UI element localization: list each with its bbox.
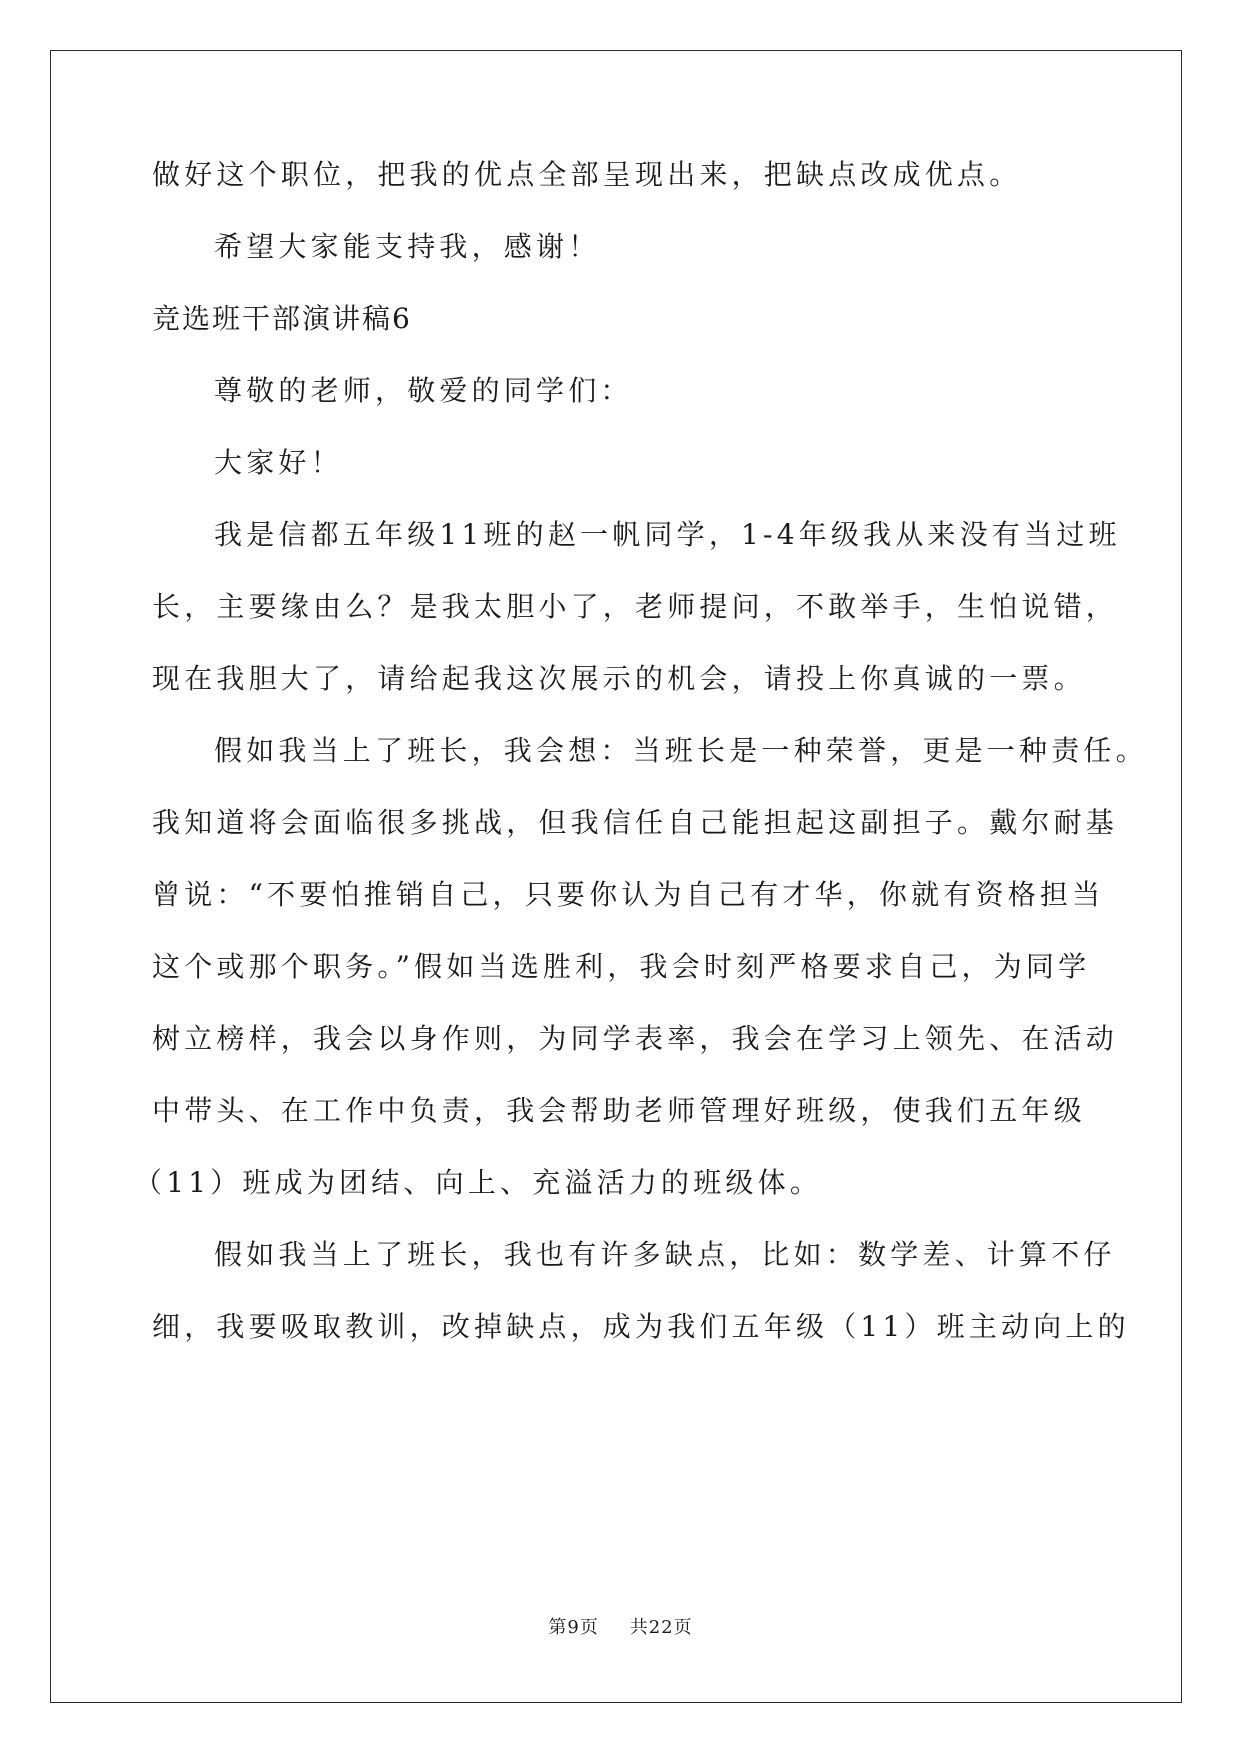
page-footer bbox=[0, 1616, 1241, 1640]
paragraph-line: 希望大家能支持我，感谢！ bbox=[214, 230, 601, 263]
greeting: 大家好！ bbox=[214, 446, 343, 479]
paragraph-line: 长，主要缘由么？是我太胆小了，老师提问，不敢举手，生怕说错， bbox=[152, 590, 1119, 623]
paragraph-line: 中带头、在工作中负责，我会帮助老师管理好班级，使我们五年级 bbox=[152, 1094, 1086, 1127]
paragraph-line: 细，我要吸取教训，改掉缺点，成为我们五年级（11）班主动向上的 bbox=[152, 1310, 1130, 1343]
paragraph-line: 曾说：“不要怕推销自己，只要你认为自己有才华，你就有资格担当 bbox=[152, 878, 1105, 911]
paragraph-line: 我知道将会面临很多挑战，但我信任自己能担起这副担子。戴尔耐基 bbox=[152, 806, 1119, 839]
page-total: 共22页 bbox=[629, 1617, 693, 1638]
paragraph-line: 做好这个职位，把我的优点全部呈现出来，把缺点改成优点。 bbox=[152, 158, 1022, 191]
paragraph-line: 树立榜样，我会以身作则，为同学表率，我会在学习上领先、在活动 bbox=[152, 1022, 1119, 1055]
paragraph-line: 这个或那个职务。”假如当选胜利，我会时刻严格要求自己，为同学 bbox=[152, 950, 1091, 983]
section-heading: 竞选班干部演讲稿6 bbox=[152, 302, 412, 335]
paragraph-line: （11）班成为团结、向上、充溢活力的班级体。 bbox=[134, 1166, 823, 1199]
paragraph-line: 假如我当上了班长，我也有许多缺点，比如：数学差、计算不仔 bbox=[214, 1238, 1116, 1271]
page-number: 第9页 bbox=[548, 1617, 599, 1638]
paragraph-line: 现在我胆大了，请给起我这次展示的机会，请投上你真诚的一票。 bbox=[152, 662, 1086, 695]
salutation: 尊敬的老师，敬爱的同学们： bbox=[214, 374, 633, 407]
paragraph-line: 假如我当上了班长，我会想：当班长是一种荣誉，更是一种责任。 bbox=[214, 734, 1148, 767]
paragraph-line: 我是信都五年级11班的赵一帆同学，1-4年级我从来没有当过班 bbox=[214, 518, 1121, 551]
